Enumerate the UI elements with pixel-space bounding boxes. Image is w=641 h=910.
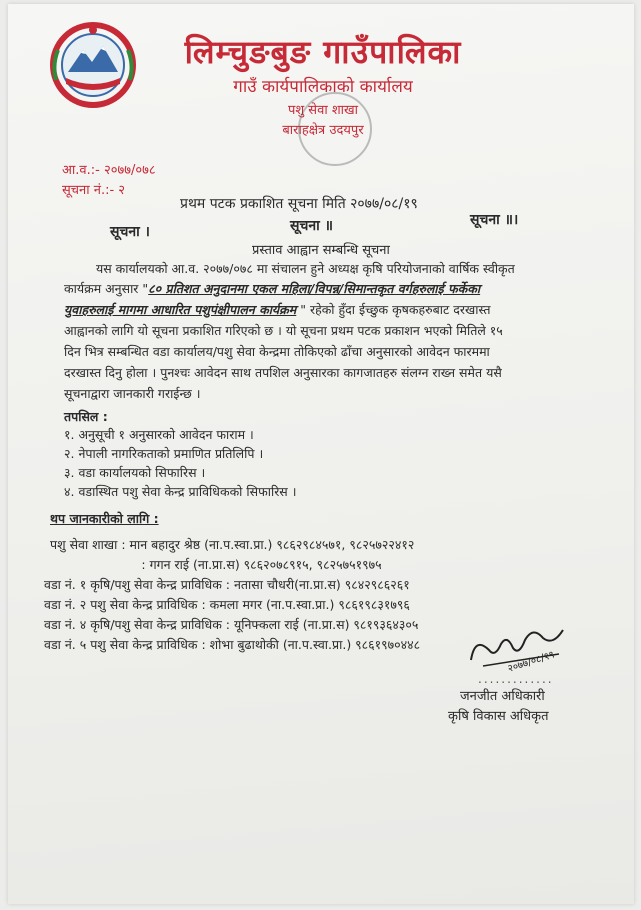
body-line-6: दरखास्त दिनु होला । पुनश्चः आवेदन साथ तपशिल अनुसारका कागजातहरु संलग्न राख्न समेत यसै: [64, 365, 502, 380]
body-line-3-post: " रहेको हुँदा ईच्छुक कृषकहरुबाट दरखास्त: [296, 302, 491, 317]
schedule-item-3: ३. वडा कार्यालयको सिफारिस ।: [64, 465, 206, 480]
branch-name: पशु सेवा शाखा: [287, 103, 359, 118]
municipality-title: लिम्चुङबुङ गाउँपालिका: [184, 33, 462, 71]
notice-page: [8, 4, 634, 904]
contact-line-1: पशु सेवा शाखा : मान बहादुर श्रेष्ठ (ना.प.स्वा.प्रा.) ९८६२९८४५७१, ९८२५७२२४१२: [50, 537, 415, 552]
body-line-3: [64, 301, 490, 318]
contact-line-2: : गगन राई (ना.प्रा.स) ९८६२०७८९१५, ९८२५७५१९७५: [50, 557, 382, 572]
subject-line: प्रस्ताव आह्वान सम्बन्धि सूचना: [252, 243, 390, 258]
body-line-1: यस कार्यालयको आ.व. २०७७/०७८ मा संचालन हुने अध्यक्ष कृषि परियोजनाको वार्षिक स्वीकृत: [96, 261, 515, 276]
office-location: बाराहक्षेत्र उदयपुर: [282, 123, 364, 138]
contact-heading: थप जानकारीको लागि :: [50, 511, 159, 526]
notice-label-2: सूचना ॥: [290, 218, 334, 234]
body-line-5: दिन भित्र सम्बन्धित वडा कार्यालय/पशु सेवा केन्द्रमा तोकिएको ढाँचा अनुसारको आवेदन फारममा: [64, 344, 490, 359]
notice-number: सूचना नं.:- २: [62, 183, 126, 198]
schedule-item-4: ४. वडास्थित पशु सेवा केन्द्र प्राविधिकको सिफारिस ।: [64, 484, 297, 499]
contact-line-6: वडा नं. ५ पशु सेवा केन्द्र प्राविधिक : शोभा बुढाथोकी (ना.प.स्वा.प्रा.) ९८६१९७०४४८: [44, 637, 421, 652]
notice-label-1: सूचना ।: [110, 224, 150, 240]
signature-date: २०७७/०८/१९: [506, 649, 556, 675]
contact-line-3: वडा नं. १ कृषि/पशु सेवा केन्द्र प्राविधिक : नतासा चौधरी(ना.प्रा.स) ९८४२९८६२६१: [44, 577, 410, 592]
signatory-title: कृषि विकास अधिकृत: [448, 709, 549, 724]
schedule-item-2: २. नेपाली नागरिकताको प्रमाणित प्रतिलिपि ।: [64, 446, 264, 461]
handwritten-signature: [463, 616, 573, 676]
published-date-line: प्रथम पटक प्रकाशित सूचना मिति २०७७/०८/१९: [180, 196, 418, 212]
notice-label-3: सूचना ॥।: [470, 212, 519, 228]
program-name-part-2: युवाहरुलाई मागमा आधारित पशुपंक्षीपालन कार्यक्रम: [64, 302, 297, 317]
body-line-2-pre: कार्यक्रम अनुसार ": [64, 281, 149, 296]
fiscal-year: आ.व.:- २०७७/०७८: [62, 163, 156, 178]
schedule-item-1: १. अनुसूची १ अनुसारको आवेदन फाराम ।: [64, 427, 254, 442]
signature-dotted-line: .............: [478, 672, 554, 686]
schedule-heading: तपसिल :: [64, 409, 108, 424]
nepal-emblem-icon: [48, 20, 138, 110]
body-line-2: [64, 280, 480, 297]
contact-line-4: वडा नं. २ पशु सेवा केन्द्र प्राविधिक : कमला मगर (ना.प.स्वा.प्रा.) ९८६१९८३१७९६: [44, 597, 410, 612]
body-line-4: आह्वानको लागि यो सूचना प्रकाशित गरिएको छ । यो सूचना प्रथम पटक प्रकाशन भएको मितिले १५: [64, 323, 503, 338]
contact-line-5: वडा नं. ४ कृषि/पशु सेवा केन्द्र प्राविधिक : यूनिफ्कला राई (ना.प्रा.स) ९८१९३६४३०५: [44, 617, 419, 632]
program-name-part-1: ८० प्रतिशत अनुदानमा एकल महिला/विपन्न/सिमान्तकृत वर्गहरुलाई फर्केका: [148, 281, 481, 296]
office-name: गाउँ कार्यपालिकाको कार्यालय: [233, 77, 413, 97]
body-line-7: सूचनाद्वारा जानकारी गराईन्छ ।: [64, 386, 201, 401]
signatory-name: जनजीत अधिकारी: [460, 689, 545, 704]
office-stamp: [298, 92, 372, 166]
